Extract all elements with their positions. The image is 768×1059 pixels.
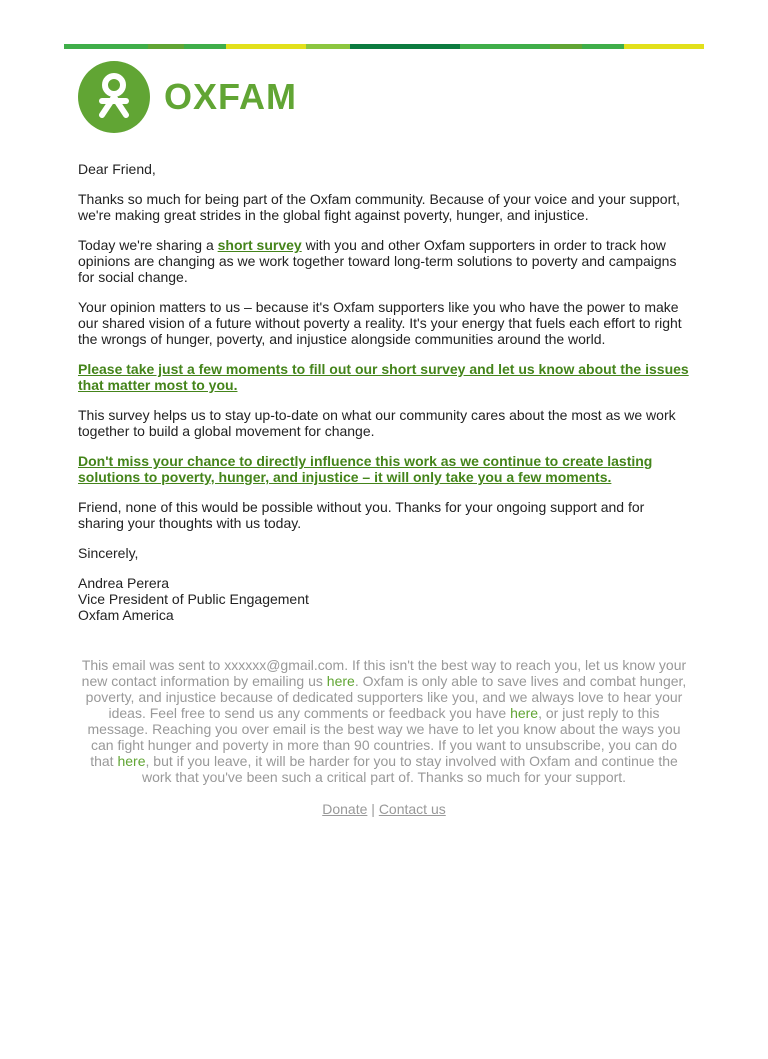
signature-name: Andrea Perera <box>78 575 170 591</box>
email-container <box>64 44 704 817</box>
footer-text: This email was sent to xxxxxx@gmail.com. If this isn't the best way to reach you, let us know your new contact information by emailing us here. Oxfam is only able to save lives and combat hunger, poverty, and injustice because of dedicated supporters like you, and we always love to hear your ideas. Feel free to send us any comments or feedback you have here, or just reply to this message. Reaching you over email is the best way we have to let you know about the ways you can fight hunger and poverty in more than 90 countries. If you want to unsubscribe, you can do that here, but if you leave, it will be harder for you to stay involved with Oxfam and continue the work that you've been such a critical part of. Thanks so much for your support. <box>81 657 687 785</box>
paragraph-opinion-matters: Your opinion matters to us – because it's Oxfam supporters like you who have the power to make our shared vision of a future without poverty a reality. It's your energy that fuels each effort to right the wrongs of hunger, poverty, and injustice alongside communities around the world. <box>78 299 682 347</box>
contact-us-link[interactable]: Contact us <box>378 801 446 817</box>
unsubscribe-link[interactable]: here <box>117 753 146 769</box>
influence-cta-link[interactable]: Don't miss your chance to directly influence this work as we continue to create lasting solutions to poverty, hunger, and injustice – it will only take you a few moments. <box>78 453 653 485</box>
oxfam-wordmark: OXFAM <box>164 76 298 117</box>
survey-cta-link[interactable]: Please take just a few moments to fill out our short survey and let us know about the issues that matter most to you. <box>78 361 689 393</box>
paragraph-survey-intro: Today we're sharing a short survey with you and other Oxfam supporters in order to track how opinions are changing as we work together toward long-term solutions to poverty and campaigns for social change. <box>78 237 677 285</box>
signature-org: Oxfam America <box>78 607 174 623</box>
contact-info-link[interactable]: here <box>326 673 355 689</box>
paragraph-community: Thanks so much for being part of the Oxfam community. Because of your voice and your support, we're making great strides in the global fight against poverty, hunger, and injustice. <box>78 191 681 223</box>
signature-title: Vice President of Public Engagement <box>78 591 309 607</box>
donate-link[interactable]: Donate <box>322 801 368 817</box>
short-survey-link[interactable]: short survey <box>217 237 302 253</box>
paragraph-survey-helps: This survey helps us to stay up-to-date on what our community cares about the most as we work together to build a global movement for change. <box>78 407 676 439</box>
email-body <box>64 161 704 623</box>
feedback-link[interactable]: here <box>510 705 539 721</box>
greeting: Dear Friend, <box>78 161 156 177</box>
paragraph-thanks: Friend, none of this would be possible without you. Thanks for your ongoing support and for sharing your thoughts with us today. <box>78 499 645 531</box>
closing: Sincerely, <box>78 545 139 561</box>
oxfam-logo[interactable] <box>64 49 704 145</box>
footer-links <box>64 801 704 817</box>
footer-separator: | <box>371 801 375 817</box>
oxfam-logo-icon <box>78 61 150 133</box>
signature <box>78 575 690 623</box>
header-color-stripe <box>64 44 704 49</box>
